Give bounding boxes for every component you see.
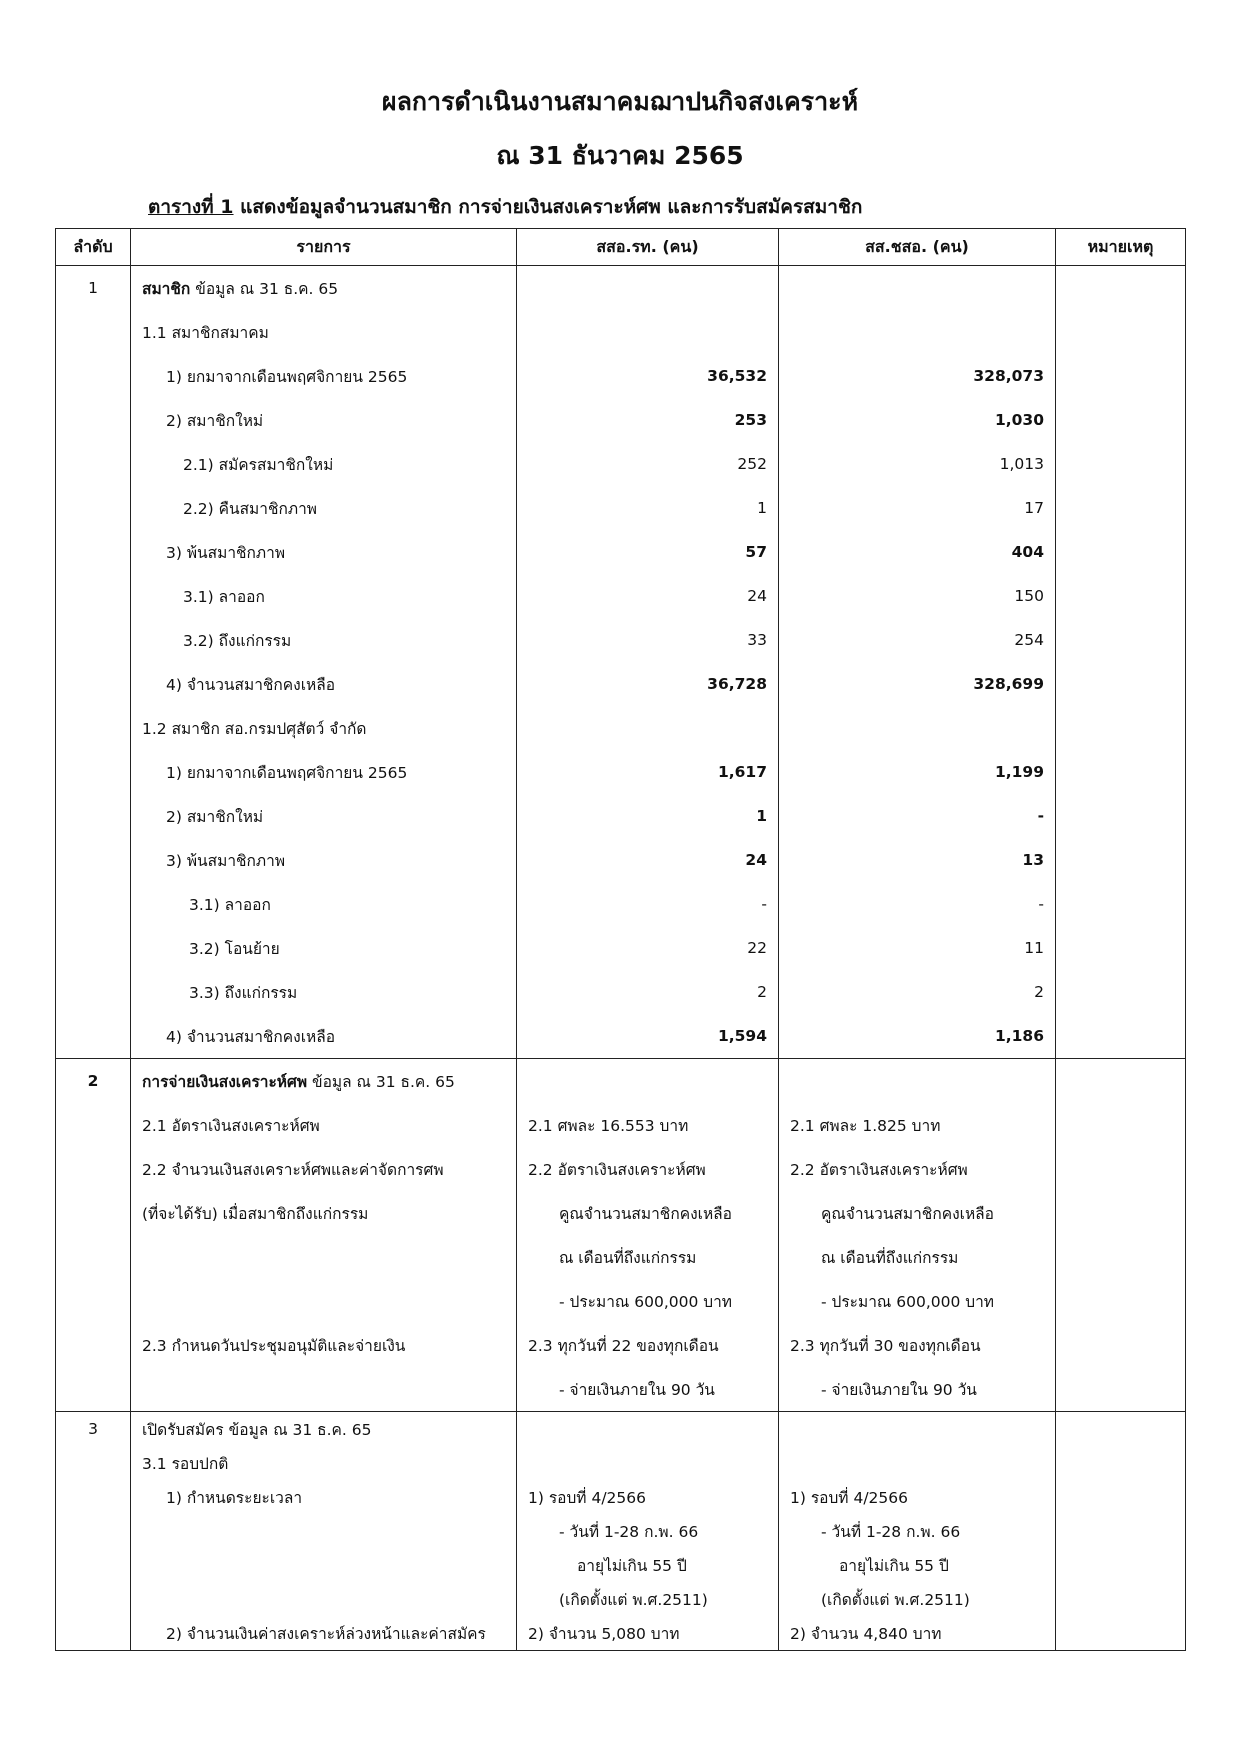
table-row xyxy=(56,266,1186,311)
table-row xyxy=(56,1279,1186,1323)
value-a: 2 xyxy=(517,970,779,1014)
row-label: 2.2 จำนวนเงินสงเคราะห์ศพและค่าจัดการศพ xyxy=(131,1147,517,1191)
row-label: 3.1) ลาออก xyxy=(131,882,517,926)
row-label: 2) สมาชิกใหม่ xyxy=(131,794,517,838)
value-b: 2.3 ทุกวันที่ 30 ของทุกเดือน xyxy=(779,1323,1056,1367)
table-row xyxy=(56,618,1186,662)
table-row xyxy=(56,662,1186,706)
row-label: 3.2) โอนย้าย xyxy=(131,926,517,970)
table-row xyxy=(56,706,1186,750)
table-row xyxy=(56,794,1186,838)
value-a: 2) จำนวน 5,080 บาท xyxy=(517,1616,779,1651)
value-a: - ประมาณ 600,000 บาท xyxy=(517,1279,779,1323)
table-row xyxy=(56,354,1186,398)
row-label: 3) พ้นสมาชิกภาพ xyxy=(131,838,517,882)
page-title: ผลการดำเนินงานสมาคมฌาปนกิจสงเคราะห์ xyxy=(381,87,859,116)
caption-label: ตารางที่ 1 xyxy=(148,196,234,218)
value-b: คูณจำนวนสมาชิกคงเหลือ xyxy=(779,1191,1056,1235)
value-a: 2.2 อัตราเงินสงเคราะห์ศพ xyxy=(517,1147,779,1191)
value-a: อายุไม่เกิน 55 ปี xyxy=(517,1548,779,1582)
table-row xyxy=(56,1548,1186,1582)
value-a: - จ่ายเงินภายใน 90 วัน xyxy=(517,1367,779,1412)
row-label: 2.1) สมัครสมาชิกใหม่ xyxy=(131,442,517,486)
row-label: 3.2) ถึงแก่กรรม xyxy=(131,618,517,662)
section-title: เปิดรับสมัคร ข้อมูล ณ 31 ธ.ค. 65 xyxy=(131,1412,517,1447)
page-subtitle: ณ 31 ธันวาคม 2565 xyxy=(496,141,744,170)
table-row xyxy=(56,970,1186,1014)
col-header-no: ลำดับ xyxy=(56,229,131,266)
value-b: - xyxy=(779,882,1056,926)
table-row xyxy=(56,1446,1186,1480)
row-label: 3.3) ถึงแก่กรรม xyxy=(131,970,517,1014)
table-row xyxy=(56,1235,1186,1279)
table-row xyxy=(56,1191,1186,1235)
row-label: 1) กำหนดระยะเวลา xyxy=(131,1480,517,1514)
row-label: 4) จำนวนสมาชิกคงเหลือ xyxy=(131,662,517,706)
table-row xyxy=(56,398,1186,442)
value-b: 254 xyxy=(779,618,1056,662)
section-title-note: ข้อมูล ณ 31 ธ.ค. 65 xyxy=(307,1072,455,1091)
table-row xyxy=(56,1103,1186,1147)
value-b: 1,030 xyxy=(779,398,1056,442)
value-b: 2) จำนวน 4,840 บาท xyxy=(779,1616,1056,1651)
table-row xyxy=(56,1014,1186,1059)
row-label: 1) ยกมาจากเดือนพฤศจิกายน 2565 xyxy=(131,354,517,398)
value-a: 22 xyxy=(517,926,779,970)
header-row xyxy=(56,229,1186,266)
value-b: 11 xyxy=(779,926,1056,970)
row-number: 1 xyxy=(56,266,131,311)
table-row xyxy=(56,310,1186,354)
value-b: 17 xyxy=(779,486,1056,530)
value-b: 2.2 อัตราเงินสงเคราะห์ศพ xyxy=(779,1147,1056,1191)
value-b: 2.1 ศพละ 1.825 บาท xyxy=(779,1103,1056,1147)
row-label: 2) สมาชิกใหม่ xyxy=(131,398,517,442)
section-title-text: สมาชิก xyxy=(142,279,191,298)
value-b: 2 xyxy=(779,970,1056,1014)
value-a: 24 xyxy=(517,574,779,618)
col-header-item: รายการ xyxy=(131,229,517,266)
value-b: 150 xyxy=(779,574,1056,618)
col-header-b: สส.ชสอ. (คน) xyxy=(779,229,1056,266)
table-row xyxy=(56,926,1186,970)
table-row xyxy=(56,1616,1186,1651)
table-row xyxy=(56,530,1186,574)
table-row xyxy=(56,574,1186,618)
value-b: อายุไม่เกิน 55 ปี xyxy=(779,1548,1056,1582)
caption-text: แสดงข้อมูลจำนวนสมาชิก การจ่ายเงินสงเคราะห์ศพ และการรับสมัครสมาชิก xyxy=(233,196,863,218)
table-row xyxy=(56,750,1186,794)
value-b: - จ่ายเงินภายใน 90 วัน xyxy=(779,1367,1056,1412)
section-title xyxy=(131,1059,517,1104)
value-b: ณ เดือนที่ถึงแก่กรรม xyxy=(779,1235,1056,1279)
value-a: 1,617 xyxy=(517,750,779,794)
table-row xyxy=(56,1323,1186,1367)
table-row xyxy=(56,1480,1186,1514)
table-row xyxy=(56,1147,1186,1191)
table-row xyxy=(56,838,1186,882)
row-label: 1) ยกมาจากเดือนพฤศจิกายน 2565 xyxy=(131,750,517,794)
value-a: - xyxy=(517,882,779,926)
section-title-note: ข้อมูล ณ 31 ธ.ค. 65 xyxy=(190,279,339,298)
value-b: (เกิดตั้งแต่ พ.ศ.2511) xyxy=(779,1582,1056,1616)
group-label: 1.1 สมาชิกสมาคม xyxy=(131,310,517,354)
value-b: - xyxy=(779,794,1056,838)
value-a: 36,728 xyxy=(517,662,779,706)
value-a: 36,532 xyxy=(517,354,779,398)
value-a: 1,594 xyxy=(517,1014,779,1059)
table-row xyxy=(56,1582,1186,1616)
row-label: 2.1 อัตราเงินสงเคราะห์ศพ xyxy=(131,1103,517,1147)
value-b: 404 xyxy=(779,530,1056,574)
row-label: 4) จำนวนสมาชิกคงเหลือ xyxy=(131,1014,517,1059)
value-b: 328,699 xyxy=(779,662,1056,706)
value-b: 1) รอบที่ 4/2566 xyxy=(779,1480,1056,1514)
value-a: 2.3 ทุกวันที่ 22 ของทุกเดือน xyxy=(517,1323,779,1367)
value-a: 33 xyxy=(517,618,779,662)
row-label: (ที่จะได้รับ) เมื่อสมาชิกถึงแก่กรรม xyxy=(131,1191,517,1235)
value-a: (เกิดตั้งแต่ พ.ศ.2511) xyxy=(517,1582,779,1616)
table-row xyxy=(56,1059,1186,1104)
row-label: 2.3 กำหนดวันประชุมอนุมัติและจ่ายเงิน xyxy=(131,1323,517,1367)
row-number: 2 xyxy=(56,1059,131,1104)
value-b: 1,199 xyxy=(779,750,1056,794)
value-b: 1,013 xyxy=(779,442,1056,486)
group-label: 1.2 สมาชิก สอ.กรมปศุสัตว์ จำกัด xyxy=(131,706,517,750)
row-label: 2) จำนวนเงินค่าสงเคราะห์ล่วงหน้าและค่าสมัคร xyxy=(131,1616,517,1651)
value-a: 1 xyxy=(517,486,779,530)
value-a: 252 xyxy=(517,442,779,486)
section-title-text: การจ่ายเงินสงเคราะห์ศพ xyxy=(142,1072,308,1091)
value-a: 1) รอบที่ 4/2566 xyxy=(517,1480,779,1514)
value-b: - ประมาณ 600,000 บาท xyxy=(779,1279,1056,1323)
value-a: 2.1 ศพละ 16.553 บาท xyxy=(517,1103,779,1147)
table-row xyxy=(56,442,1186,486)
value-b: - วันที่ 1-28 ก.พ. 66 xyxy=(779,1514,1056,1548)
row-label: 3) พ้นสมาชิกภาพ xyxy=(131,530,517,574)
value-a: 24 xyxy=(517,838,779,882)
value-a: 57 xyxy=(517,530,779,574)
group-label: 3.1 รอบปกติ xyxy=(131,1446,517,1480)
col-header-a: สสอ.รท. (คน) xyxy=(517,229,779,266)
value-a: 1 xyxy=(517,794,779,838)
table-caption xyxy=(148,192,862,222)
section-title xyxy=(131,266,517,311)
table-row xyxy=(56,882,1186,926)
row-label: 3.1) ลาออก xyxy=(131,574,517,618)
value-b: 328,073 xyxy=(779,354,1056,398)
col-header-note: หมายเหตุ xyxy=(1056,229,1186,266)
value-a: 253 xyxy=(517,398,779,442)
table-row xyxy=(56,486,1186,530)
report-table xyxy=(55,228,1186,1651)
table-row xyxy=(56,1367,1186,1412)
value-a: - วันที่ 1-28 ก.พ. 66 xyxy=(517,1514,779,1548)
table-row xyxy=(56,1514,1186,1548)
value-a: คูณจำนวนสมาชิกคงเหลือ xyxy=(517,1191,779,1235)
row-number: 3 xyxy=(56,1412,131,1447)
value-b: 1,186 xyxy=(779,1014,1056,1059)
value-a: ณ เดือนที่ถึงแก่กรรม xyxy=(517,1235,779,1279)
value-b: 13 xyxy=(779,838,1056,882)
row-label: 2.2) คืนสมาชิกภาพ xyxy=(131,486,517,530)
table-row xyxy=(56,1412,1186,1447)
